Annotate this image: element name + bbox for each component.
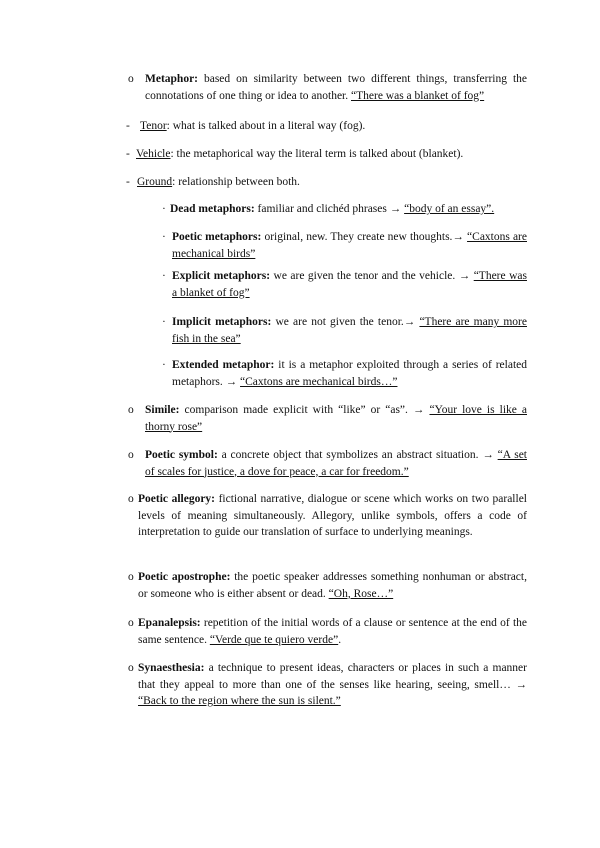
term: Synaesthesia:: [138, 662, 205, 674]
entry-explicit-metaphors: [172, 268, 527, 301]
term: Simile:: [145, 404, 180, 416]
dash-marker: -: [126, 176, 130, 188]
entry-metaphor: [145, 71, 527, 104]
bullet-marker: o: [128, 404, 134, 416]
example: “Verde que te quiero verde”: [209, 633, 339, 646]
term: Vehicle: [136, 148, 171, 160]
entry-epanalepsis: [138, 615, 527, 648]
dot-marker: ·: [162, 359, 166, 371]
bullet-marker: o: [128, 617, 134, 629]
entry-poetic-symbol: [145, 447, 527, 480]
term: Poetic symbol:: [145, 449, 218, 461]
bullet-marker: o: [128, 73, 134, 85]
definition: : what is talked about in a literal way (fog).: [166, 120, 366, 132]
term: Explicit metaphors:: [172, 270, 271, 282]
definition: : the metaphorical way the literal term is talked about (blanket).: [170, 148, 464, 160]
example: “Oh, Rose…”: [328, 587, 394, 600]
entry-extended-metaphor: [172, 357, 527, 390]
dot-marker: ·: [162, 231, 166, 243]
entry-dead-metaphors: [170, 201, 527, 218]
term: Metaphor:: [145, 73, 199, 85]
bullet-marker: o: [128, 449, 134, 461]
example: “There was a blanket of fog”: [351, 89, 485, 102]
term: Ground: [137, 176, 173, 188]
example: “Caxtons are mechanical birds”: [172, 231, 527, 260]
term: Implicit metaphors:: [172, 316, 272, 328]
bullet-marker: o: [128, 571, 134, 583]
example: “There are many more fish in the sea”: [172, 316, 527, 345]
definition: it is a metaphor exploited through a series of related metaphors. →: [172, 359, 528, 388]
term: Epanalepsis:: [138, 617, 201, 629]
definition: based on similarity between two different things, transferring the connotations of one thing or idea to another.: [145, 73, 527, 102]
term: Poetic metaphors:: [172, 231, 262, 243]
definition: a technique to present ideas, characters or places in such a manner that they appeal to more than one of the senses like hearing, seeing, smell… →: [138, 662, 527, 691]
dot-marker: ·: [162, 270, 166, 282]
entry-simile: [145, 402, 527, 435]
example: “There was a blanket of fog”: [172, 270, 527, 299]
definition: we are given the tenor and the vehicle. →: [270, 270, 474, 282]
entry-poetic-allegory: [138, 491, 527, 541]
entry-ground: [137, 174, 527, 191]
entry-synaesthesia: [138, 660, 527, 710]
dot-marker: ·: [162, 203, 166, 215]
period: .: [338, 633, 342, 646]
term: Poetic apostrophe:: [138, 571, 231, 583]
dash-marker: -: [126, 148, 130, 160]
definition: the poetic speaker addresses something nonhuman or abstract, or someone who is either absent or dead.: [138, 571, 527, 600]
definition: we are not given the tenor.→: [271, 316, 420, 328]
entry-poetic-apostrophe: [138, 569, 527, 602]
term: Dead metaphors:: [170, 203, 255, 215]
entry-tenor: [140, 118, 527, 135]
definition: : relationship between both.: [172, 176, 300, 188]
term: Poetic allegory:: [138, 493, 216, 505]
definition: repetition of the initial words of a clause or sentence at the end of the same sentence.: [138, 617, 527, 646]
definition: comparison made explicit with “like” or “as”. →: [179, 404, 430, 416]
example: “Back to the region where the sun is silent.”: [138, 695, 341, 707]
term: Extended metaphor:: [172, 359, 275, 371]
entry-poetic-metaphors: [172, 229, 527, 262]
bullet-marker: o: [128, 662, 134, 674]
term: Tenor: [140, 120, 167, 132]
example: “A set of scales for justice, a dove for peace, a car for freedom.”: [145, 449, 527, 478]
definition: original, new. They create new thoughts.→: [261, 231, 468, 243]
definition: familiar and clichéd phrases →: [254, 203, 405, 215]
definition: fictional narrative, dialogue or scene which works on two parallel levels of meaning simultaneously. Allegory, unlike symbols, offers a code of interpretation to guide our translation of surface to underlying meanings.: [138, 493, 527, 538]
example: “Your love is like a thorny rose”: [145, 404, 527, 433]
example: “Caxtons are mechanical birds…”: [240, 375, 398, 388]
entry-vehicle: [136, 146, 527, 163]
dot-marker: ·: [162, 316, 166, 328]
entry-implicit-metaphors: [172, 314, 527, 347]
example: “body of an essay”.: [404, 203, 495, 215]
bullet-marker: o: [128, 493, 134, 505]
definition: a concrete object that symbolizes an abstract situation. →: [217, 449, 498, 461]
dash-marker: -: [126, 120, 130, 132]
